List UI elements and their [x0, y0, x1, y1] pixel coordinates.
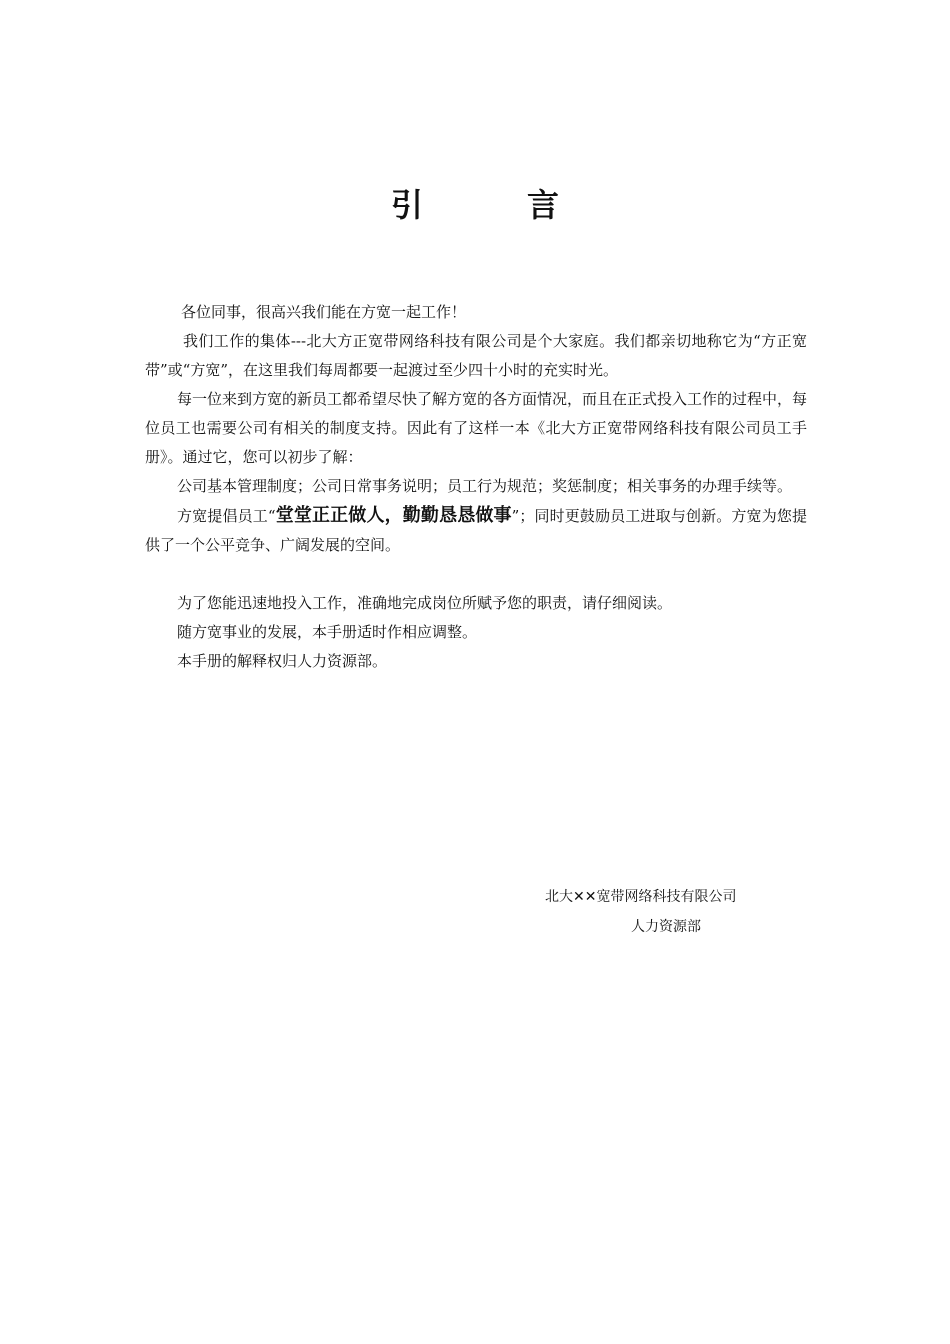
page-title: 引 言: [390, 186, 595, 224]
family-paragraph: 我们工作的集体---北大方正宽带网络科技有限公司是个大家庭。我们都亲切地称它为“方正宽带”或“方宽”，在这里我们每周都要一起渡过至少四十小时的充实时光。: [145, 332, 807, 379]
advocate-paragraph: [145, 501, 807, 560]
paragraph-gap: [145, 560, 807, 589]
rights-paragraph: 本手册的解释权归人力资源部。: [177, 652, 388, 670]
body-text: [145, 298, 807, 676]
advocate-suffix: ”；同时更鼓励员工进取与创新。方宽为您提供了一个公平竞争、广阔发展的空间。: [145, 507, 808, 554]
signature-block: [545, 882, 785, 942]
advocate-prefix: 方宽提倡员工“: [177, 507, 276, 525]
signature-company: 北大✕✕宽带网络科技有限公司: [545, 889, 737, 905]
signature-department: 人力资源部: [631, 919, 701, 935]
read-paragraph: 为了您能迅速地投入工作，准确地完成岗位所赋予您的职责，请仔细阅读。: [177, 594, 673, 612]
company-slogan: 堂堂正正做人，勤勤恳恳做事: [275, 505, 512, 526]
contents-paragraph: 公司基本管理制度；公司日常事务说明；员工行为规范；奖惩制度；相关事务的办理手续等。: [177, 477, 793, 495]
greeting-paragraph: 各位同事，很高兴我们能在方宽一起工作！: [181, 303, 467, 321]
handbook-paragraph: 每一位来到方宽的新员工都希望尽快了解方宽的各方面情况，而且在正式投入工作的过程中，每位员工也需要公司有相关的制度支持。因此有了这样一本《北大方正宽带网络科技有限公司员工手册》。通过它，您可以初步了解：: [145, 390, 808, 466]
adjust-paragraph: 随方宽事业的发展，本手册适时作相应调整。: [177, 623, 478, 641]
